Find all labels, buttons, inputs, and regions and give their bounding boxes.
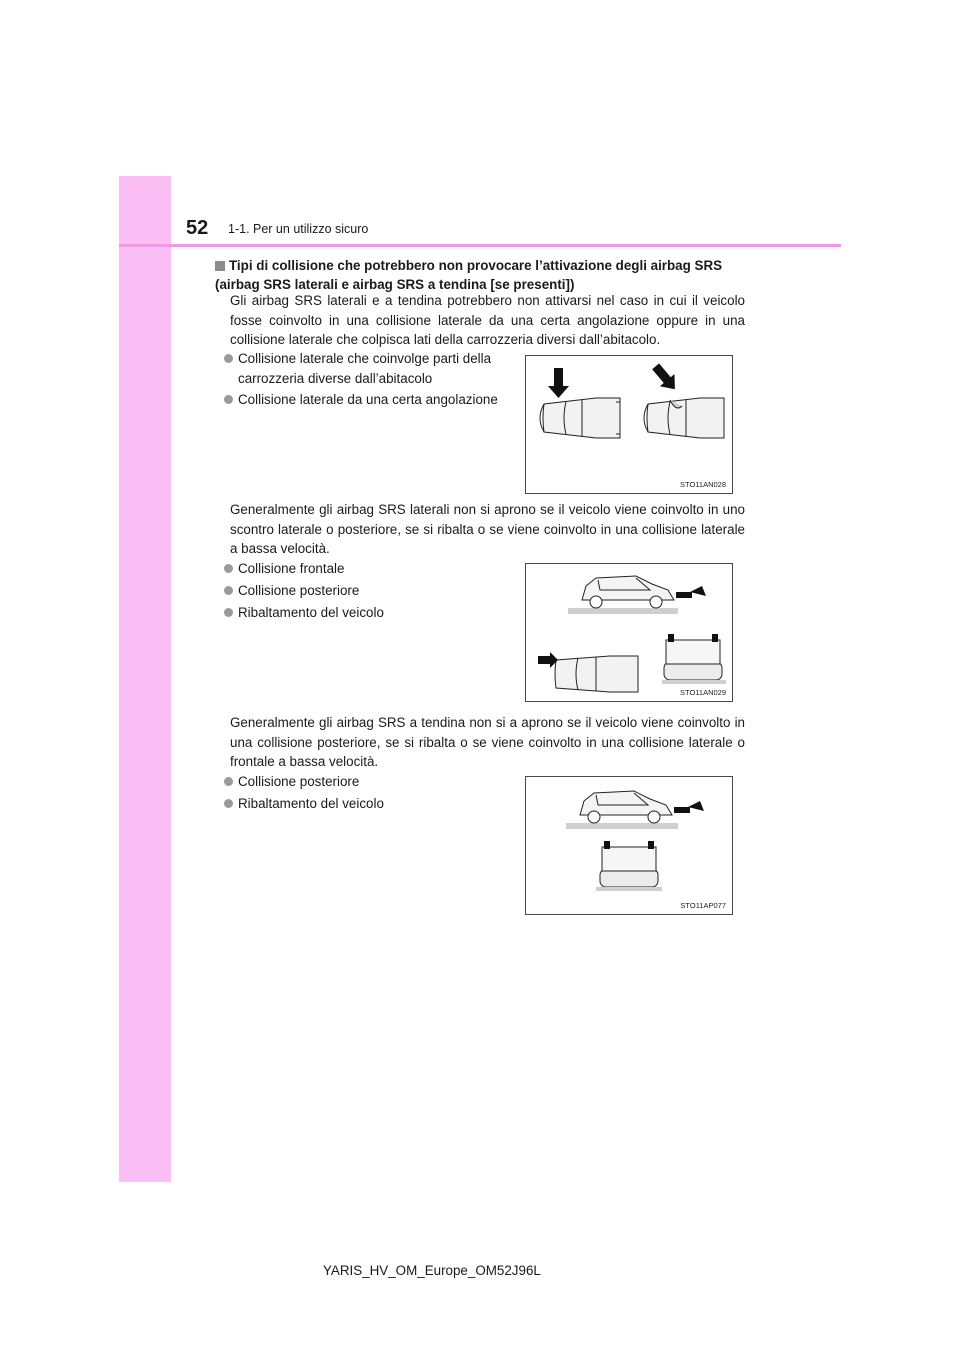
figure-code: STO11AN028 bbox=[680, 480, 726, 489]
square-bullet-icon bbox=[215, 261, 225, 271]
intro-paragraph: Gli airbag SRS laterali e a tendina potrebbero non attivarsi nel caso in cui il veicolo fosse coinvolto in una collisione laterale da una certa angolazione oppure in una collisione laterale che colpisca lati della carrozzeria diversi dall’abitacolo. bbox=[230, 293, 745, 347]
document-footer: YARIS_HV_OM_Europe_OM52J96L bbox=[323, 1263, 541, 1278]
list-item: Ribaltamento del veicolo bbox=[224, 794, 384, 814]
bullet-icon bbox=[224, 586, 233, 595]
section-heading: Tipi di collisione che potrebbero non provocare l’attivazione degli airbag SRS (airbag SRS laterali e airbag SRS a tendina [se presenti]) bbox=[215, 258, 723, 292]
car-collision-illustration bbox=[526, 564, 732, 701]
bullet-icon bbox=[224, 395, 233, 404]
figure-no-curtain-airbag bbox=[525, 776, 733, 915]
bullet-icon bbox=[224, 777, 233, 786]
list-item: Collisione laterale che coinvolge parti della carrozzeria diverse dall’abitacolo bbox=[224, 349, 514, 388]
bullet-icon bbox=[224, 564, 233, 573]
side-tab bbox=[119, 176, 171, 1182]
list-item: Collisione laterale da una certa angolazione bbox=[224, 390, 498, 410]
figure-no-side-airbag bbox=[525, 563, 733, 702]
page-number: 52 bbox=[186, 217, 209, 239]
bullet-icon bbox=[224, 799, 233, 808]
section-title: 1-1. Per un utilizzo sicuro bbox=[228, 222, 369, 236]
bullet-icon bbox=[224, 608, 233, 617]
list-item: Collisione posteriore bbox=[224, 581, 359, 601]
header-rule bbox=[119, 244, 841, 247]
figure-code: STO11AN029 bbox=[680, 688, 726, 697]
paragraph-curtain-airbags: Generalmente gli airbag SRS a tendina non si a aprono se il veicolo viene coinvolto in una collisione posteriore, se si ribalta o se viene coinvolto in una collisione laterale o frontale a bassa velocità. bbox=[230, 715, 745, 769]
bullet-icon bbox=[224, 354, 233, 363]
list-item: Collisione frontale bbox=[224, 559, 344, 579]
list-item: Collisione posteriore bbox=[224, 772, 359, 792]
car-collision-illustration bbox=[526, 777, 732, 914]
figure-code: STO11AP077 bbox=[680, 901, 726, 910]
car-top-view-illustration bbox=[526, 356, 732, 493]
list-item: Ribaltamento del veicolo bbox=[224, 603, 384, 623]
figure-side-collision bbox=[525, 355, 733, 494]
paragraph-side-airbags: Generalmente gli airbag SRS laterali non si aprono se il veicolo viene coinvolto in uno scontro laterale o posteriore, se si ribalta o se viene coinvolto in una collisione laterale a bassa velocità. bbox=[230, 502, 745, 556]
